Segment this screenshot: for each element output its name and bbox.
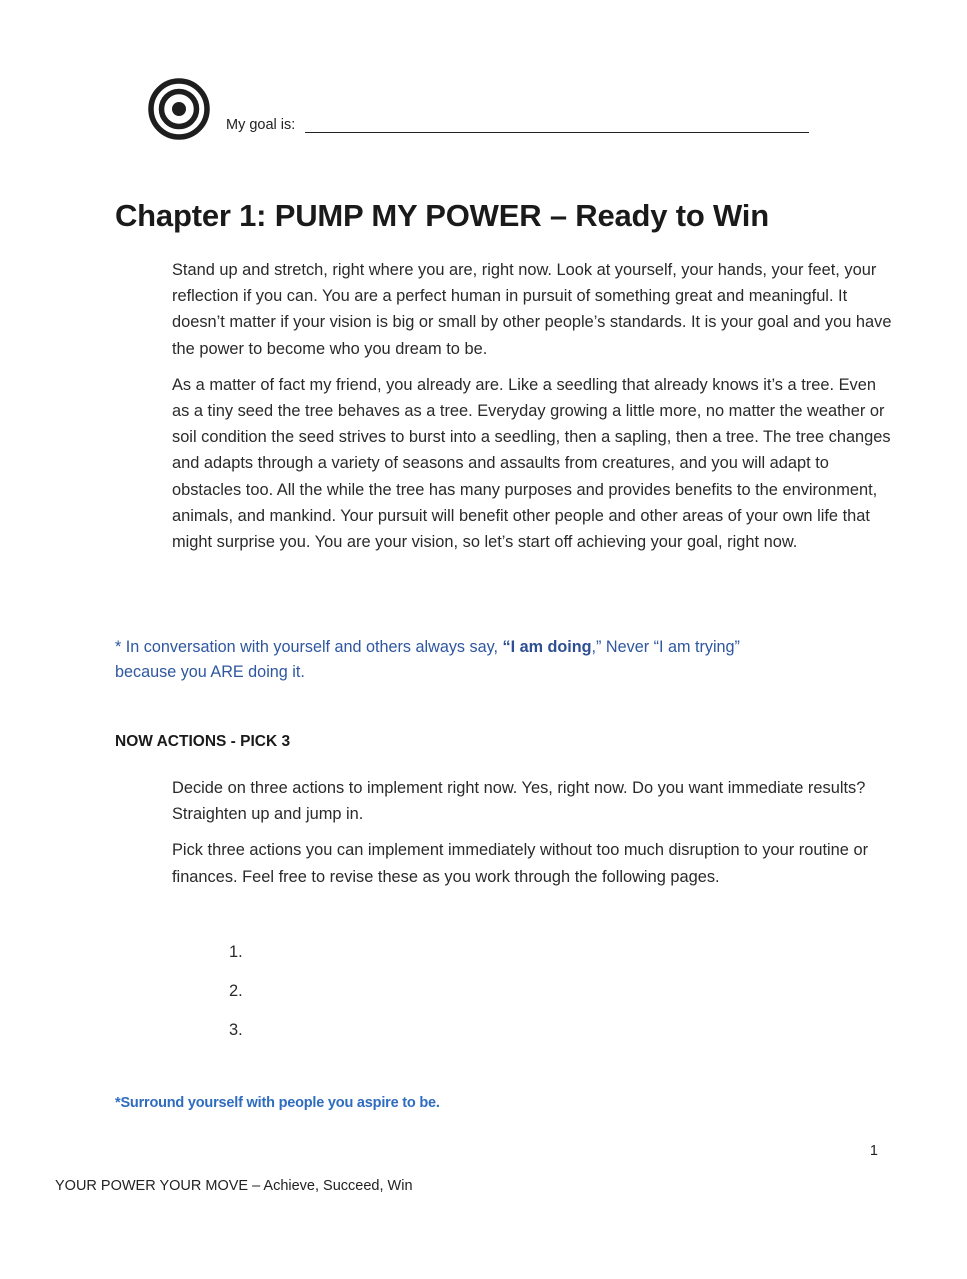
list-item[interactable]: 2. <box>229 982 243 1000</box>
intro-text <box>172 257 892 565</box>
list-item[interactable]: 1. <box>229 943 243 961</box>
tip-emphasis: “I am doing <box>502 638 592 656</box>
action-list <box>229 940 243 1057</box>
tip-suffix: because you ARE doing it. <box>115 662 305 681</box>
now-actions-text <box>172 775 872 900</box>
surround-note: *Surround yourself with people you aspire to be. <box>115 1095 440 1111</box>
list-item[interactable]: 3. <box>229 1021 243 1039</box>
goal-input-line[interactable] <box>305 132 809 133</box>
now-actions-heading: NOW ACTIONS - PICK 3 <box>115 733 291 750</box>
actions-paragraph: Pick three actions you can implement immediately without too much disruption to your routine or finances. Feel free to revise these as you work through the following pages. <box>172 841 869 886</box>
goal-label: My goal is: <box>226 117 296 133</box>
target-icon <box>148 78 210 140</box>
page-number: 1 <box>869 1143 878 1159</box>
tip-prefix: * In conversation with yourself and others always say, <box>115 638 503 656</box>
actions-paragraph: Decide on three actions to implement right now. Yes, right now. Do you want immediate results? Straighten up and jump in. <box>172 779 866 824</box>
goal-row <box>148 78 818 142</box>
footer-title: YOUR POWER YOUR MOVE – Achieve, Succeed, Win <box>55 1178 413 1194</box>
intro-paragraph: Stand up and stretch, right where you are, right now. Look at yourself, your hands, your feet, your reflection if you can. You are a perfect human in pursuit of something great and meaningful. It doesn’t matter if your vision is big or small by other people’s standards. It is your goal and you have the power to become who you dream to be. <box>172 261 892 358</box>
tip-note <box>115 635 855 684</box>
intro-paragraph: As a matter of fact my friend, you already are. Like a seedling that already knows it’s a tree. Even as a tiny seed the tree behaves as a tree. Everyday growing a little more, no matter the weather or soil condition the seed strives to burst into a seedling, then a sapling, then a tree. The tree changes and adapts through a variety of seasons and assaults from creatures, and you will adapt to obstacles too. All the while the tree has many purposes and provides benefits to the environment, animals, and mankind. Your pursuit will benefit other people and other areas of your own life that might surprise you. You are your vision, so let’s start off achieving your goal, right now. <box>172 375 891 552</box>
tip-middle: ,” Never “I am trying” <box>591 638 740 656</box>
chapter-title: Chapter 1: PUMP MY POWER – Ready to Win <box>115 198 769 233</box>
